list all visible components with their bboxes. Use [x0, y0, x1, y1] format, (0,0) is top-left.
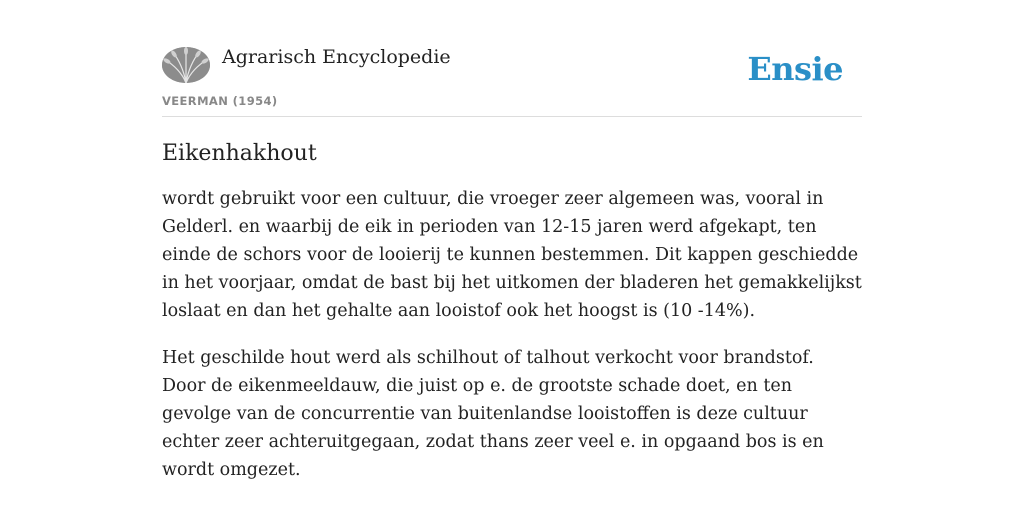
header	[162, 40, 862, 117]
site-name[interactable]: Agrarisch Encyclopedie	[222, 46, 451, 68]
author-byline: VEERMAN (1954)	[162, 94, 278, 108]
article-paragraph: wordt gebruikt voor een cultuur, die vroeger zeer algemeen was, vooral in Gelderl. en waarbij de eik in perioden van 12-15 jaren werd afgekapt, ten einde de schors voor de looierij te kunnen bestemmen. Dit kappen geschiedde in het voorjaar, omdat de bast bij het uitkomen der bladeren het gemakkelijkst loslaat en dan het gehalte aan looistof ook het hoogst is (10 -14%).	[162, 189, 862, 321]
article-title: Eikenhakhout	[162, 141, 317, 166]
wheat-icon	[162, 47, 210, 83]
brand-logo-link[interactable]: Ensie	[747, 50, 843, 88]
article-card	[162, 40, 862, 484]
article-paragraph: Het geschilde hout werd als schilhout of talhout verkocht voor brandstof. Door de eikenmeeldauw, die juist op e. de grootste schade doet, en ten gevolge van de concurrentie van buitenlandse looistoffen is deze cultuur echter zeer achteruitgegaan, zodat thans zeer veel e. in opgaand bos is en wordt omgezet.	[162, 348, 824, 480]
